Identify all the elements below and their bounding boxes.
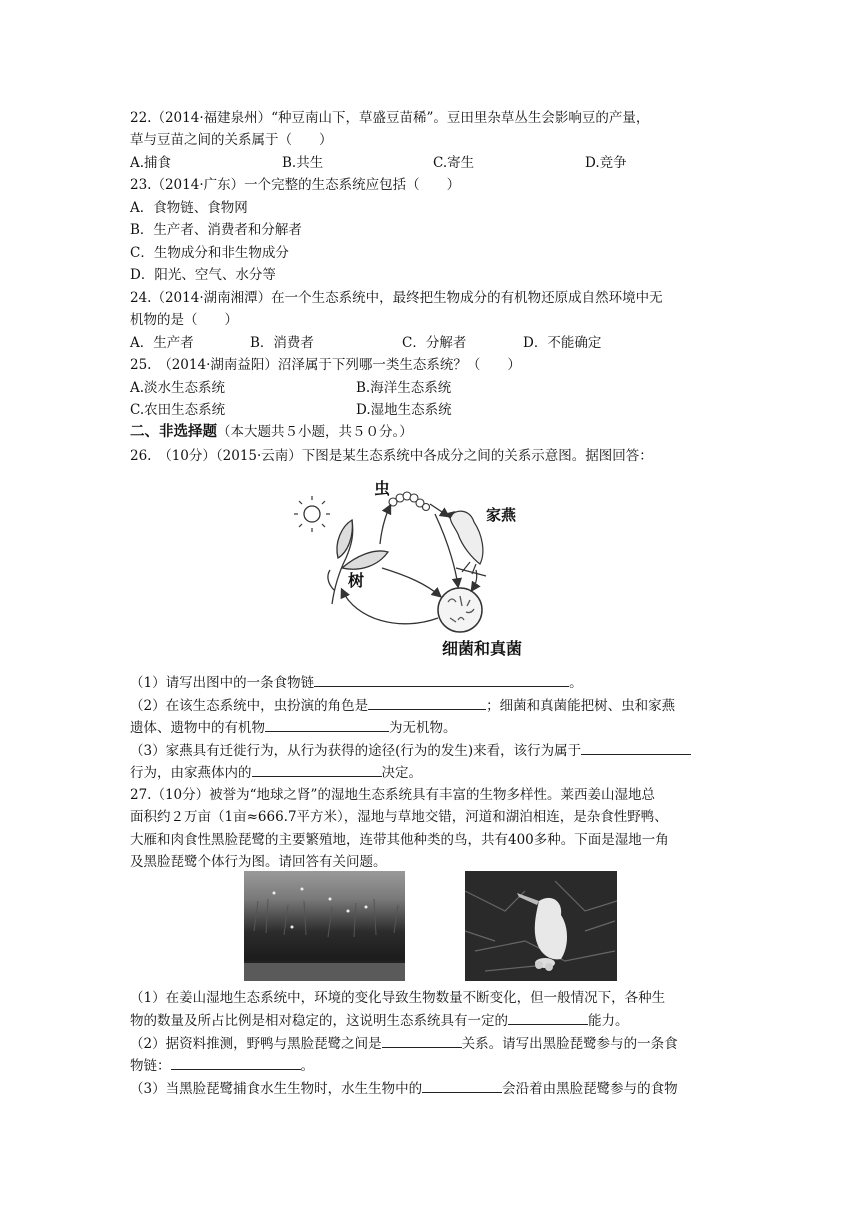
answer-blank[interactable] <box>382 1033 462 1048</box>
q22-stem-line2: 草与豆苗之间的关系属于（ ） <box>130 132 333 148</box>
q27-part1-line2 <box>130 1010 629 1031</box>
q24-option-a: A．生产者 <box>130 335 194 351</box>
answer-blank[interactable] <box>368 695 486 710</box>
q27-part2-text: （2）据资料推测，野鸭与黑脸琵鹭之间是 <box>130 1036 382 1052</box>
q27-part2 <box>130 1033 678 1054</box>
q27-stem-line3: 大雁和肉食性黑脸琵鹭的主要繁殖地，连带其他种类的鸟，共有400多种。下面是湿地一角 <box>130 832 669 848</box>
q27-part3 <box>130 1078 678 1099</box>
q27-part1: （1）在姜山湿地生态系统中，环境的变化导致生物数量不断变化，但一般情况下，各种生 <box>130 990 666 1006</box>
q27-part1-line2-end: 能力。 <box>588 1013 629 1029</box>
q25-option-d: D.湿地生态系统 <box>356 402 452 418</box>
q23-option-b: B．生产者、消费者和分解者 <box>130 222 302 238</box>
q23-option-a: A．食物链、食物网 <box>130 200 248 216</box>
q22-stem-line1: 22.（2014·福建泉州）“种豆南山下，草盛豆苗稀”。豆田里杂草丛生会影响豆的产量， <box>130 110 650 126</box>
q22-option-d: D.竞争 <box>585 155 627 171</box>
q26-part1-end: 。 <box>569 675 583 691</box>
q27-part2-text-cont: 关系。请写出黑脸琵鹭参与的一条食 <box>461 1036 678 1052</box>
q26-part2 <box>130 695 675 716</box>
q27-part3-text: （3）当黑脸琵鹭捕食水生生物时，水生生物中的 <box>130 1081 423 1097</box>
section-heading <box>130 422 413 442</box>
q26-part3-line2 <box>130 762 422 783</box>
diagram-label-tree: 树 <box>348 571 365 590</box>
q27-part2-line2-text: 物链： <box>130 1058 171 1074</box>
diagram-label-decomposer: 细菌和真菌 <box>442 639 523 658</box>
q26-part1-text: （1）请写出图中的一条食物链 <box>130 675 315 691</box>
answer-blank[interactable] <box>252 762 382 777</box>
section-title: 二、非选择题 <box>130 423 217 440</box>
q22-option-c: C.寄生 <box>433 155 475 171</box>
q27-stem-line4: 及黑脸琵鹭个体行为图。请回答有关问题。 <box>130 854 387 870</box>
q26-part1 <box>130 672 583 693</box>
q26-part2-text: （2）在该生态系统中，虫扮演的角色是 <box>130 698 369 714</box>
q26-part2-text-cont: ；细菌和真菌能把树、虫和家燕 <box>486 698 676 714</box>
q26-part2-line2-text: 遗体、遗物中的有机物 <box>130 720 265 736</box>
answer-blank[interactable] <box>171 1055 301 1070</box>
q27-part2-line2 <box>130 1055 314 1076</box>
answer-blank[interactable] <box>422 1078 502 1093</box>
q27-part2-line2-end: 。 <box>300 1058 314 1074</box>
q22-option-a: A.捕食 <box>130 155 172 171</box>
q26-part2-line2 <box>130 717 457 738</box>
caterpillar-icon <box>389 492 430 511</box>
answer-blank[interactable] <box>508 1010 588 1025</box>
q27-stem-line1: 27.（10分）被誉为“地球之肾”的湿地生态系统具有丰富的生物多样性。莱西姜山湿地总 <box>130 787 655 803</box>
q22-option-b: B.共生 <box>282 155 324 171</box>
q25-option-b: B.海洋生态系统 <box>356 380 452 396</box>
q24-option-d: D．不能确定 <box>523 335 602 351</box>
diagram-label-insect: 虫 <box>374 479 391 498</box>
q24-option-b: B．消费者 <box>250 335 314 351</box>
q23-option-d: D．阳光、空气、水分等 <box>130 267 276 283</box>
q26-part3 <box>130 740 691 761</box>
q27-part3-text-cont: 会沿着由黑脸琵鹭参与的食物 <box>502 1081 678 1097</box>
q26-part3-line2-end: 决定。 <box>381 765 422 781</box>
bird-icon <box>446 511 486 576</box>
sun-icon <box>294 496 330 532</box>
q27-part1-line2-text: 物的数量及所占比例是相对稳定的，这说明生态系统具有一定的 <box>130 1013 508 1029</box>
q26-stem: 26. （10分）（2015·云南）下图是某生态系统中各成分之间的关系示意图。据图回答： <box>130 448 653 464</box>
wetland-photo <box>244 871 405 981</box>
answer-blank[interactable] <box>581 740 691 755</box>
q27-stem-line2: 面积约２万亩（1亩≈666.7平方米），湿地与草地交错，河道和湖泊相连，是杂食性野鸭、 <box>130 809 668 825</box>
q25-stem: 25. （2014·湖南益阳）沼泽属于下列哪一类生态系统？（ ） <box>130 357 521 373</box>
answer-blank[interactable] <box>314 672 569 687</box>
diagram-label-swallow: 家燕 <box>486 506 517 524</box>
ecosystem-diagram <box>290 472 540 662</box>
tree-icon <box>328 520 388 604</box>
answer-blank[interactable] <box>265 717 389 732</box>
q23-option-c: C．生物成分和非生物成分 <box>130 245 289 261</box>
q26-part3-line2-text: 行为，由家燕体内的 <box>130 765 252 781</box>
q24-stem-line2: 机物的是（ ） <box>130 312 238 328</box>
q24-option-c: C．分解者 <box>402 335 467 351</box>
microbe-circle-icon <box>438 588 482 632</box>
q26-part2-line2-end: 为无机物。 <box>389 720 457 736</box>
q25-option-a: A.淡水生态系统 <box>130 380 226 396</box>
q24-stem-line1: 24.（2014·湖南湘潭）在一个生态系统中，最终把生物成分的有机物还原成自然环境中无 <box>130 290 663 306</box>
q26-part3-text: （3）家燕具有迁徙行为，从行为获得的途径(行为的发生)来看，该行为属于 <box>130 743 582 759</box>
q23-stem: 23.（2014·广东）一个完整的生态系统应包括（ ） <box>130 177 461 193</box>
spoonbill-photo <box>465 871 617 981</box>
q25-option-c: C.农田生态系统 <box>130 402 226 418</box>
section-note: （本大题共５小题，共５０分。） <box>217 424 413 440</box>
